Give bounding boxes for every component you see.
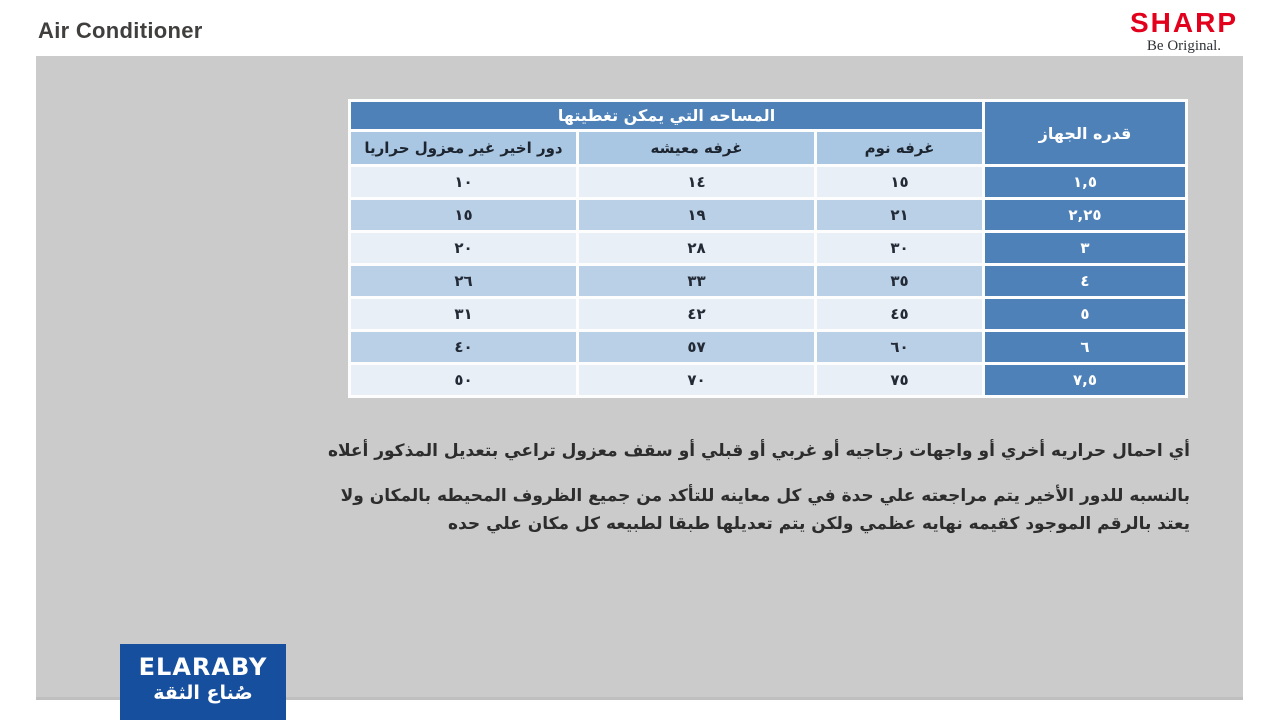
top-floor-cell: ٥٠ (351, 365, 576, 395)
capacity-cell: ٣ (985, 233, 1185, 263)
note-thermal-loads: أي احمال حراريه أخري أو واجهات زجاجيه أو غربي أو قبلي أو سقف معزول تراعي بتعديل المذكور أعلاه (327, 441, 1190, 461)
elaraby-tagline: صُناع الثقة (153, 682, 253, 704)
capacity-cell: ١,٥ (985, 167, 1185, 197)
living-cell: ٥٧ (579, 332, 814, 362)
living-cell: ٣٣ (579, 266, 814, 296)
capacity-cell: ٥ (985, 299, 1185, 329)
sharp-logo: SHARP (1129, 7, 1238, 38)
elaraby-logo-block (120, 644, 286, 720)
capacity-cell: ٦ (985, 332, 1185, 362)
bedroom-cell: ٣٥ (817, 266, 982, 296)
capacity-cell: ٢,٢٥ (985, 200, 1185, 230)
top-floor-cell: ٢٦ (351, 266, 576, 296)
living-cell: ٤٢ (579, 299, 814, 329)
table-row (351, 233, 1185, 263)
top-floor-cell: ١٠ (351, 167, 576, 197)
coverage-table (348, 99, 1188, 398)
table-row (351, 299, 1185, 329)
table-row (351, 332, 1185, 362)
bedroom-cell: ١٥ (817, 167, 982, 197)
sharp-tagline: Be Original. (1146, 38, 1222, 54)
column-header-living: غرفه معيشه (579, 132, 814, 164)
top-floor-cell: ٣١ (351, 299, 576, 329)
sharp-logo-block (1130, 8, 1238, 55)
elaraby-logo: ELARABY (138, 653, 268, 681)
living-cell: ١٤ (579, 167, 814, 197)
bedroom-cell: ٧٥ (817, 365, 982, 395)
table-row (351, 266, 1185, 296)
top-floor-cell: ٤٠ (351, 332, 576, 362)
table-row (351, 365, 1185, 395)
capacity-cell: ٤ (985, 266, 1185, 296)
bedroom-cell: ٣٠ (817, 233, 982, 263)
capacity-cell: ٧,٥ (985, 365, 1185, 395)
page-title: Air Conditioner (38, 18, 203, 43)
note-top-floor-line1: بالنسبه للدور الأخير يتم مراجعته علي حدة في كل معاينه للتأكد من جميع الظروف المحيطه بالمكان ولا (340, 486, 1190, 506)
area-header-cell: المساحه التي يمكن تغطيتها (351, 102, 982, 129)
note-top-floor (341, 482, 1190, 538)
living-cell: ٧٠ (579, 365, 814, 395)
table-row (351, 200, 1185, 230)
capacity-header-cell: قدره الجهاز (985, 102, 1185, 164)
column-header-bedroom: غرفه نوم (817, 132, 982, 164)
top-floor-cell: ٢٠ (351, 233, 576, 263)
living-cell: ٢٨ (579, 233, 814, 263)
top-floor-cell: ١٥ (351, 200, 576, 230)
table-row (351, 167, 1185, 197)
table-header-row (351, 102, 1185, 129)
bedroom-cell: ٢١ (817, 200, 982, 230)
living-cell: ١٩ (579, 200, 814, 230)
column-header-top-floor: دور اخير غير معزول حراريا (351, 132, 576, 164)
note-top-floor-line2: يعتد بالرقم الموجود كقيمه نهايه عظمي ولكن يتم تعديلها طبقا لطبيعه كل مكان علي حده (448, 514, 1190, 534)
bedroom-cell: ٦٠ (817, 332, 982, 362)
bedroom-cell: ٤٥ (817, 299, 982, 329)
